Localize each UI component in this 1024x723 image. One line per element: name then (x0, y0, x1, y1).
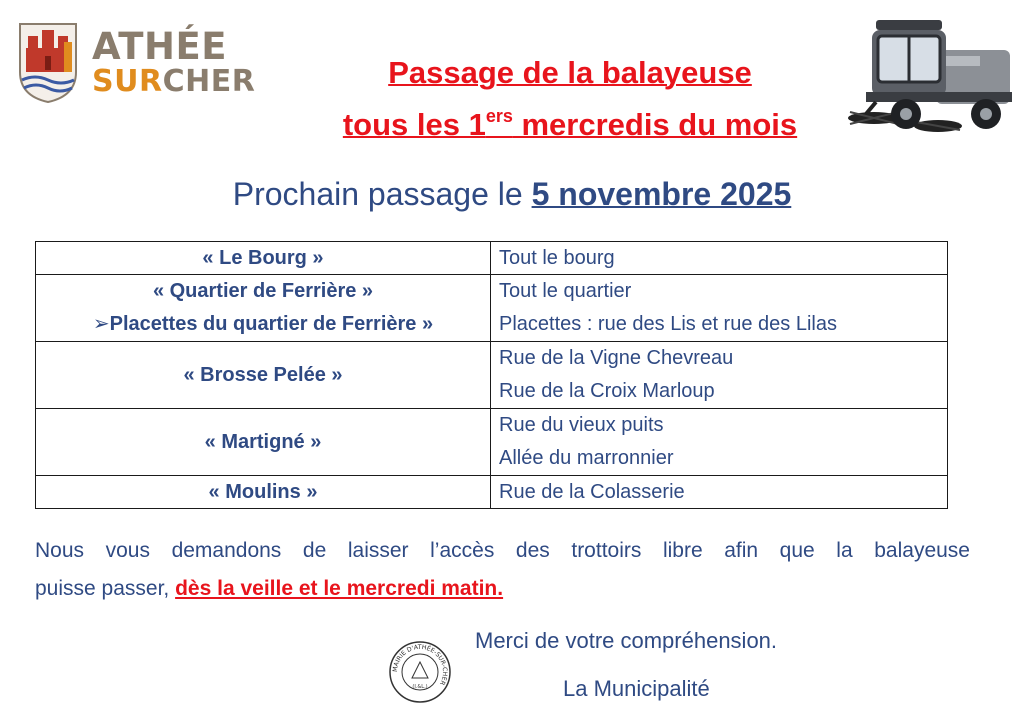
zone-label: « Moulins » (208, 481, 318, 503)
zone-label: « Martigné » (204, 430, 322, 453)
wordmark-line1: ATHÉE (92, 25, 228, 68)
headline-line2-sup: ers (485, 106, 513, 126)
streets-cell (491, 476, 948, 509)
next-passage-prefix: Prochain passage le (232, 176, 532, 212)
table-row (36, 342, 948, 409)
next-passage (0, 176, 1024, 213)
headline-line2-post: mercredis du mois (512, 107, 798, 142)
town-hall-stamp-icon (388, 640, 452, 704)
town-wordmark (92, 25, 256, 99)
signature-text: La Municipalité (563, 676, 710, 701)
wordmark-line2 (92, 64, 256, 99)
street-label: Allée du marronnier (499, 447, 674, 469)
headline-line2 (250, 107, 890, 143)
wordmark-cher: CHER (162, 64, 256, 99)
svg-text:MAIRIE D'ATHÉE-SUR-CHER: MAIRIE D'ATHÉE-SUR-CHER (391, 643, 449, 687)
notice-highlight: dès la veille et le mercredi matin. (175, 577, 504, 600)
streets-cell (491, 275, 948, 342)
zone-label: « Brosse Pelée » (183, 363, 343, 386)
zone-label: « Le Bourg » (202, 247, 324, 269)
street-sweeper-icon (836, 10, 1014, 138)
zone-cell (36, 476, 491, 509)
zone-cell (36, 342, 491, 409)
notice-line2-text: puisse passer, (35, 577, 176, 600)
access-notice (35, 532, 970, 608)
notice-line2 (35, 570, 970, 608)
sweeping-zones-table (35, 241, 948, 509)
town-logo (18, 22, 258, 112)
zone-cell (36, 275, 491, 342)
streets-cell (491, 342, 948, 409)
table-row (36, 242, 948, 275)
zone-sublabel: ➢Placettes du quartier de Ferrière » (92, 313, 434, 335)
headline-line2-pre: tous les 1 (342, 107, 486, 142)
street-label: Rue de la Vigne Chevreau (499, 347, 734, 369)
zone-label: « Quartier de Ferrière » (152, 280, 374, 302)
zone-cell (36, 242, 491, 275)
svg-text:(I.&L.): (I.&L.) (412, 684, 428, 690)
wordmark-sur: SUR (92, 64, 163, 99)
street-label: Tout le bourg (499, 247, 615, 269)
thanks-text: Merci de votre compréhension. (475, 628, 778, 653)
street-label: Rue du vieux puits (499, 414, 664, 436)
street-label: Rue de la Croix Marloup (499, 380, 715, 402)
table-row (36, 476, 948, 509)
street-label: Tout le quartier (499, 280, 632, 302)
streets-cell (491, 242, 948, 275)
headline-line1: Passage de la balayeuse (388, 55, 752, 90)
street-label: Placettes : rue des Lis et rue des Lilas (499, 313, 837, 335)
town-shield-icon (18, 22, 78, 104)
streets-cell (491, 409, 948, 476)
table-row (36, 275, 948, 342)
next-passage-date: 5 novembre 2025 (531, 176, 792, 212)
notice-line1: Nous vous demandons de laisser l’accès des trottoirs libre afin que la balayeuse (35, 539, 970, 562)
street-label: Rue de la Colasserie (499, 481, 685, 503)
zone-cell (36, 409, 491, 476)
table-row (36, 409, 948, 476)
